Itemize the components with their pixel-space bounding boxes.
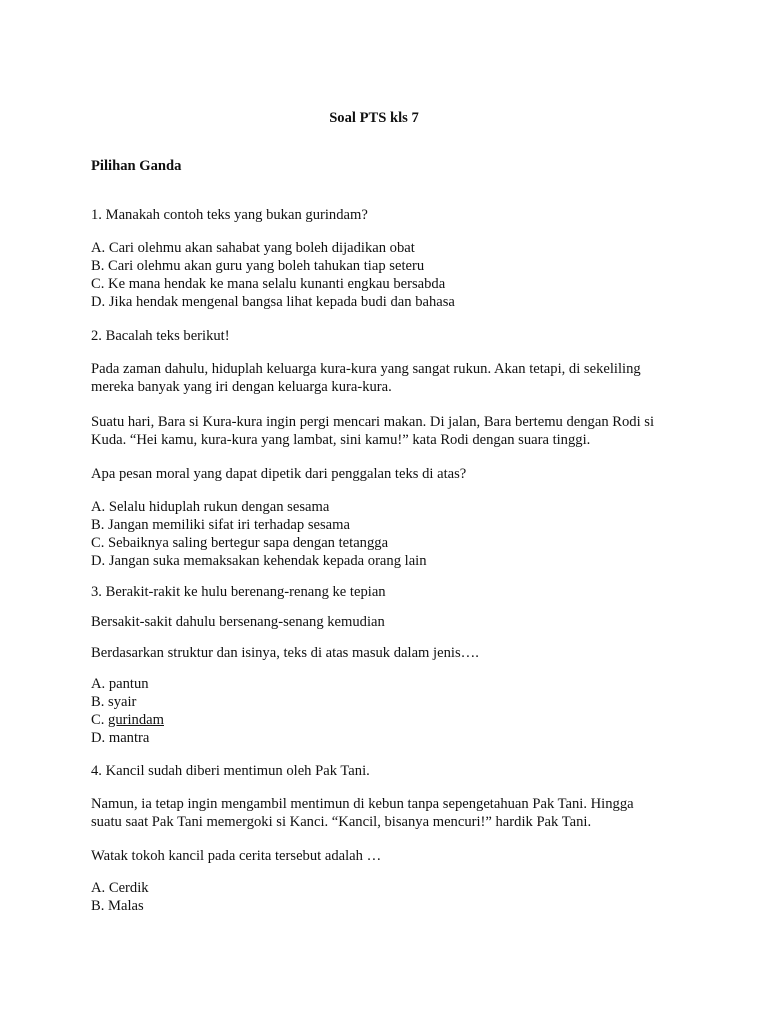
question-text: 2. Bacalah teks berikut! (91, 328, 230, 344)
option-d: D. Jangan suka memaksakan kehendak kepada orang lain (91, 553, 427, 569)
q2-question (91, 327, 691, 345)
option-b: B. Cari olehmu akan guru yang boleh tahukan tiap seteru (91, 258, 425, 274)
option-c (91, 711, 691, 729)
option-d: D. mantra (91, 730, 150, 746)
q2-prompt (91, 465, 691, 483)
option-a: A. Cari olehmu akan sahabat yang boleh dijadikan obat (91, 240, 415, 256)
question-text: 4. Kancil sudah diberi mentimun oleh Pak Tani. (91, 763, 370, 779)
prompt-text: Watak tokoh kancil pada cerita tersebut adalah … (91, 848, 382, 864)
option-c: C. Ke mana hendak ke mana selalu kunanti engkau bersabda (91, 276, 446, 292)
paragraph-line: suatu saat Pak Tani memergoki si Kanci. “Kancil, bisanya mencuri!” hardik Pak Tani. (91, 814, 592, 830)
paragraph-line: Suatu hari, Bara si Kura-kura ingin pergi mencari makan. Di jalan, Bara bertemu dengan Rodi si (91, 414, 655, 430)
paragraph-line: mereka banyak yang iri dengan keluarga kura-kura. (91, 379, 392, 395)
q4-prompt (91, 847, 691, 865)
q1-question (91, 206, 691, 224)
q3-prompt (91, 644, 691, 662)
question-text: Bersakit-sakit dahulu bersenang-senang kemudian (91, 614, 385, 630)
option-a: A. Cerdik (91, 880, 149, 896)
prompt-text: Berdasarkan struktur dan isinya, teks di atas masuk dalam jenis…. (91, 645, 479, 661)
option-b: B. Jangan memiliki sifat iri terhadap sesama (91, 517, 350, 533)
option-a: A. Selalu hiduplah rukun dengan sesama (91, 499, 330, 515)
q3-line-1 (91, 583, 691, 601)
q3-line-2 (91, 613, 691, 631)
q4-options (91, 879, 691, 915)
q4-paragraph (91, 795, 691, 831)
option-b: B. Malas (91, 898, 144, 914)
page-title: Soal PTS kls 7 (329, 110, 419, 126)
q2-paragraph-2 (91, 413, 691, 449)
q1-options (91, 239, 691, 311)
paragraph-line: Kuda. “Hei kamu, kura-kura yang lambat, sini kamu!” kata Rodi dengan suara tinggi. (91, 432, 591, 448)
question-text: 1. Manakah contoh teks yang bukan gurindam? (91, 207, 368, 223)
q2-paragraph-1 (91, 360, 691, 396)
option-c-underlined-word: gurindam (108, 712, 164, 728)
q3-options (91, 675, 691, 747)
paragraph-line: Pada zaman dahulu, hiduplah keluarga kura-kura yang sangat rukun. Akan tetapi, di sekeliling (91, 361, 641, 377)
option-d: D. Jika hendak mengenal bangsa lihat kepada budi dan bahasa (91, 294, 455, 310)
option-c-letter: C. (91, 712, 109, 728)
q2-options (91, 498, 691, 570)
prompt-text: Apa pesan moral yang dapat dipetik dari penggalan teks di atas? (91, 466, 467, 482)
option-c: C. Sebaiknya saling bertegur sapa dengan tetangga (91, 535, 389, 551)
section-heading: Pilihan Ganda (91, 158, 182, 174)
q4-question (91, 762, 691, 780)
question-text: 3. Berakit-rakit ke hulu berenang-renang ke tepian (91, 584, 386, 600)
option-b: B. syair (91, 694, 137, 710)
option-a: A. pantun (91, 676, 149, 692)
paragraph-line: Namun, ia tetap ingin mengambil mentimun di kebun tanpa sepengetahuan Pak Tani. Hingga (91, 796, 634, 812)
